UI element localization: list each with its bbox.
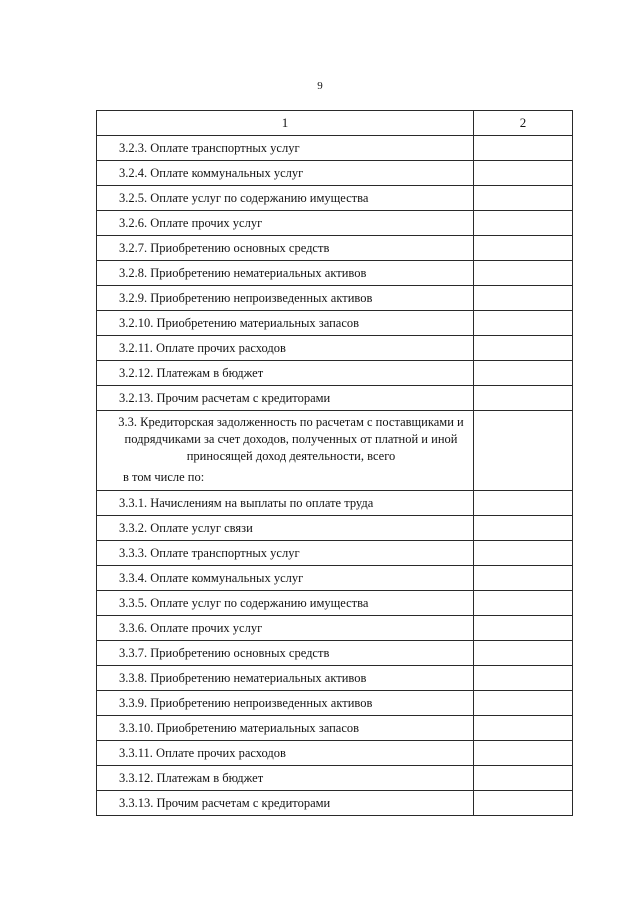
row-label: 3.2.5. Оплате услуг по содержанию имущества — [97, 186, 474, 211]
row-label: 3.2.3. Оплате транспортных услуг — [97, 136, 474, 161]
row-label: 3.3.8. Приобретению нематериальных активов — [97, 666, 474, 691]
table-row — [97, 236, 573, 261]
row-value — [474, 791, 573, 816]
row-value — [474, 286, 573, 311]
row-label: 3.3.7. Приобретению основных средств — [97, 641, 474, 666]
table-row — [97, 641, 573, 666]
table-row — [97, 741, 573, 766]
table-header-row — [97, 111, 573, 136]
row-value — [474, 516, 573, 541]
table-body — [97, 136, 573, 816]
row-label: 3.2.12. Платежам в бюджет — [97, 361, 474, 386]
table-row — [97, 566, 573, 591]
row-value — [474, 186, 573, 211]
table-row — [97, 716, 573, 741]
row-label: 3.3.2. Оплате услуг связи — [97, 516, 474, 541]
group-row-label — [97, 411, 474, 491]
table-row — [97, 386, 573, 411]
row-value — [474, 666, 573, 691]
row-label: 3.2.13. Прочим расчетам с кредиторами — [97, 386, 474, 411]
table-row — [97, 186, 573, 211]
table-row — [97, 766, 573, 791]
row-value — [474, 361, 573, 386]
row-label: 3.3.6. Оплате прочих услуг — [97, 616, 474, 641]
row-label: 3.2.11. Оплате прочих расходов — [97, 336, 474, 361]
table-row — [97, 361, 573, 386]
row-value — [474, 336, 573, 361]
row-value — [474, 616, 573, 641]
table-row — [97, 211, 573, 236]
row-label: 3.2.9. Приобретению непроизведенных активов — [97, 286, 474, 311]
row-value — [474, 136, 573, 161]
column-header-2: 2 — [474, 111, 573, 136]
row-label: 3.2.4. Оплате коммунальных услуг — [97, 161, 474, 186]
row-label: 3.2.6. Оплате прочих услуг — [97, 211, 474, 236]
row-value — [474, 261, 573, 286]
row-value — [474, 236, 573, 261]
row-value — [474, 541, 573, 566]
group-row-text: 3.3. Кредиторская задолженность по расчетам с поставщиками и подрядчиками за счет доходов, полученных от платной и иной приносящей доход деятельности, всего — [118, 415, 464, 463]
row-label: 3.3.11. Оплате прочих расходов — [97, 741, 474, 766]
row-label: 3.3.10. Приобретению материальных запасов — [97, 716, 474, 741]
table-row — [97, 691, 573, 716]
table-row — [97, 286, 573, 311]
row-label: 3.3.12. Платежам в бюджет — [97, 766, 474, 791]
row-value — [474, 691, 573, 716]
group-row — [97, 411, 573, 491]
page-number: 9 — [317, 80, 323, 92]
table-row — [97, 136, 573, 161]
row-label: 3.3.9. Приобретению непроизведенных активов — [97, 691, 474, 716]
row-value — [474, 386, 573, 411]
table-row — [97, 791, 573, 816]
row-label: 3.3.4. Оплате коммунальных услуг — [97, 566, 474, 591]
row-value — [474, 311, 573, 336]
table-row — [97, 591, 573, 616]
row-label: 3.2.10. Приобретению материальных запасов — [97, 311, 474, 336]
row-label: 3.3.3. Оплате транспортных услуг — [97, 541, 474, 566]
row-value — [474, 716, 573, 741]
table-row — [97, 161, 573, 186]
row-value — [474, 766, 573, 791]
row-value — [474, 591, 573, 616]
table-row — [97, 336, 573, 361]
row-label: 3.3.5. Оплате услуг по содержанию имущества — [97, 591, 474, 616]
row-value — [474, 161, 573, 186]
row-value — [474, 641, 573, 666]
group-row-subtext: в том числе по: — [123, 470, 205, 484]
table-row — [97, 616, 573, 641]
row-value — [474, 566, 573, 591]
row-value — [474, 211, 573, 236]
row-label: 3.3.13. Прочим расчетам с кредиторами — [97, 791, 474, 816]
row-label: 3.2.8. Приобретению нематериальных активов — [97, 261, 474, 286]
row-value — [474, 491, 573, 516]
table-row — [97, 666, 573, 691]
table-row — [97, 261, 573, 286]
table-row — [97, 541, 573, 566]
table-row — [97, 516, 573, 541]
row-value — [474, 741, 573, 766]
report-table — [96, 110, 573, 816]
table-row — [97, 491, 573, 516]
row-label: 3.3.1. Начислениям на выплаты по оплате труда — [97, 491, 474, 516]
row-label: 3.2.7. Приобретению основных средств — [97, 236, 474, 261]
table-row — [97, 311, 573, 336]
column-header-1: 1 — [97, 111, 474, 136]
group-row-value — [474, 411, 573, 491]
